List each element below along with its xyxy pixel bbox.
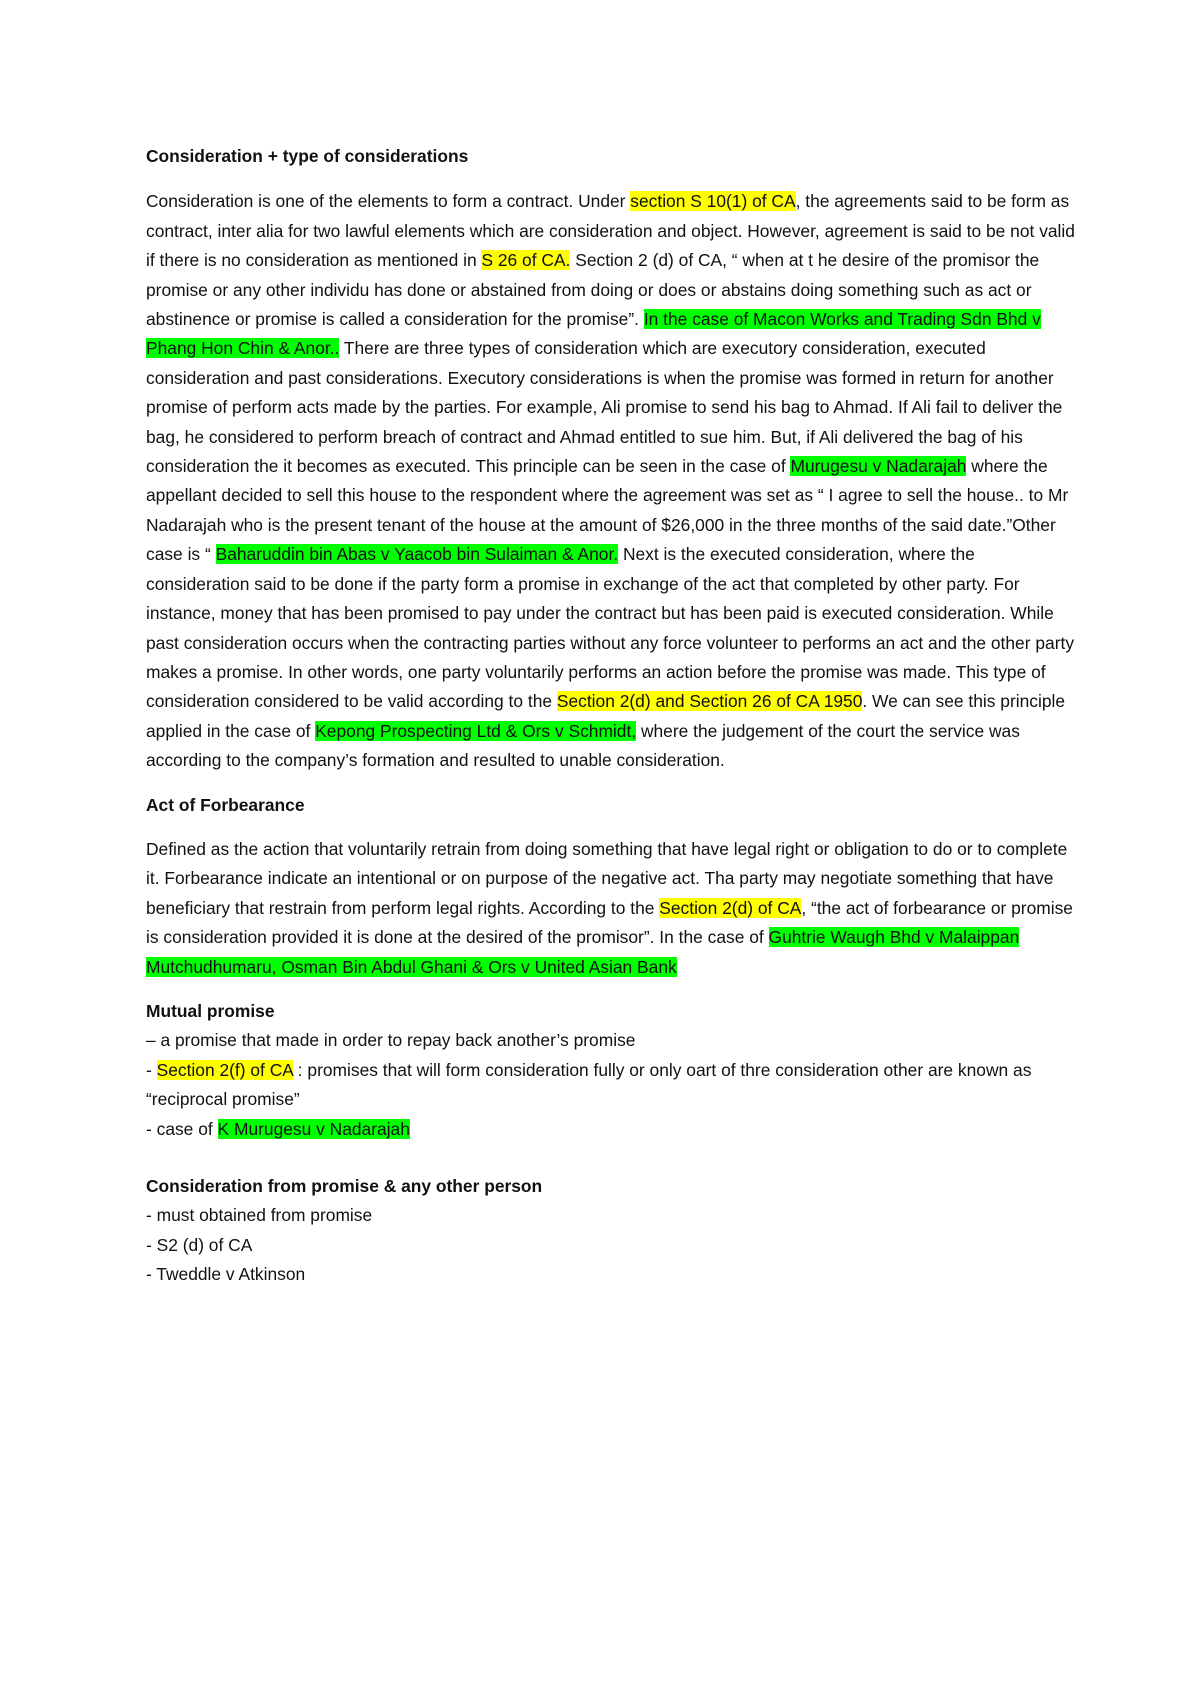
body-text: where the judgement of the court the service was according to the company’s formation and resulted to unable consideration. (146, 720, 1020, 771)
highlight-case: In the case of Macon Works and Trading Sdn Bhd v Phang Hon Chin & Anor.. (146, 309, 1041, 359)
body-text: . We can see this principle applied in the case of (146, 691, 1066, 741)
highlight-citation: Section 2(f) of CA (156, 1059, 293, 1080)
highlight-case: Murugesu v Nadarajah (790, 456, 967, 477)
highlight-case: Guhtrie Waugh Bhd v Malaippan Mutchudhumaru, Osman Bin Abdul Ghani & Ors v United Asian Bank (146, 927, 1020, 977)
highlight-case: K Murugesu v Nadarajah (217, 1118, 410, 1139)
section-heading-mutual-promise: Mutual promise (146, 1000, 275, 1021)
highlight-case: Baharuddin bin Abas v Yaacob bin Sulaiman & Anor. (215, 544, 619, 565)
list-item (146, 1056, 1076, 1115)
highlight-citation: Section 2(d) and Section 26 of CA 1950 (556, 691, 863, 712)
highlight-citation: S 26 of CA. (481, 250, 571, 271)
highlight-citation: section S 10(1) of CA (630, 191, 796, 212)
body-text: , the agreements said to be form as contract, inter alia for two lawful elements which are consideration and object. However, agreement is said to be not valid if there is no consideration as mentioned in (146, 191, 1075, 271)
body-text: There are three types of consideration which are executory consideration, executed consideration and past considerations. Executory considerations is when the promise was formed in return for another promise of perform acts made by the parties. For example, Ali promise to send his bag to Ahmad. If Ali fail to deliver the bag, he considered to perform breach of contract and Ahmad entitled to sue him. But, if Ali delivered the bag of his consideration the it becomes as executed. This principle can be seen in the case of (146, 338, 1063, 477)
body-text: - case of (146, 1118, 218, 1139)
section-heading-other-person: Consideration from promise & any other person (146, 1176, 543, 1196)
document-page (146, 142, 1076, 1290)
body-text: : promises that will form consideration fully or only oart of thre consideration other are known as “reciprocal promise” (146, 1059, 1032, 1110)
list-item: – a promise that made in order to repay back another’s promise (146, 1030, 636, 1051)
section-heading-consideration: Consideration + type of considerations (146, 146, 469, 166)
list-item: - Tweddle v Atkinson (146, 1264, 306, 1285)
list-item: - must obtained from promise (146, 1205, 373, 1226)
body-text: Consideration is one of the elements to form a contract. Under (146, 191, 631, 212)
list-item: - S2 (d) of CA (146, 1234, 253, 1255)
body-text: Next is the executed consideration, where the consideration said to be done if the party form a promise in exchange of the act that completed by other party. For instance, money that has been promised to pay under the contract but has been paid is executed consideration. While past consideration occurs when the contracting parties without any force volunteer to performs an act and the other party makes a promise. In other words, one party voluntarily performs an action before the promise was made. This type of consideration considered to be valid according to the (146, 544, 1075, 712)
section-heading-forbearance: Act of Forbearance (146, 794, 305, 815)
body-text: Defined as the action that voluntarily retrain from doing something that have legal right or obligation to do or to complete it. Forbearance indicate an intentional or on purpose of the negative act. Tha party may negotiate something that have beneficiary that restrain from perform legal rights. According to the (146, 838, 1068, 918)
list-item (146, 1115, 1076, 1144)
paragraph-forbearance (146, 835, 1076, 982)
paragraph-consideration (146, 187, 1076, 775)
highlight-case: Kepong Prospecting Ltd & Ors v Schmidt, (315, 720, 637, 741)
body-text: , “the act of forbearance or promise is consideration provided it is done at the desired of the promisor”. In the case of (146, 897, 1073, 948)
highlight-citation: Section 2(d) of CA (659, 897, 802, 918)
body-text: where the appellant decided to sell this house to the respondent where the agreement was set as “ I agree to sell the house.. to Mr Nadarajah who is the present tenant of the house at the amount of $26,000 in the three months of the said date.”Other case is “ (146, 456, 1069, 565)
body-text: Section 2 (d) of CA, “ when at t he desire of the promisor the promise or any other individu has done or abstained from doing or does or abstains doing something such as act or abstinence or promise is called a consideration for the promise”. (146, 250, 1040, 330)
bullet-dash: - (146, 1059, 157, 1080)
